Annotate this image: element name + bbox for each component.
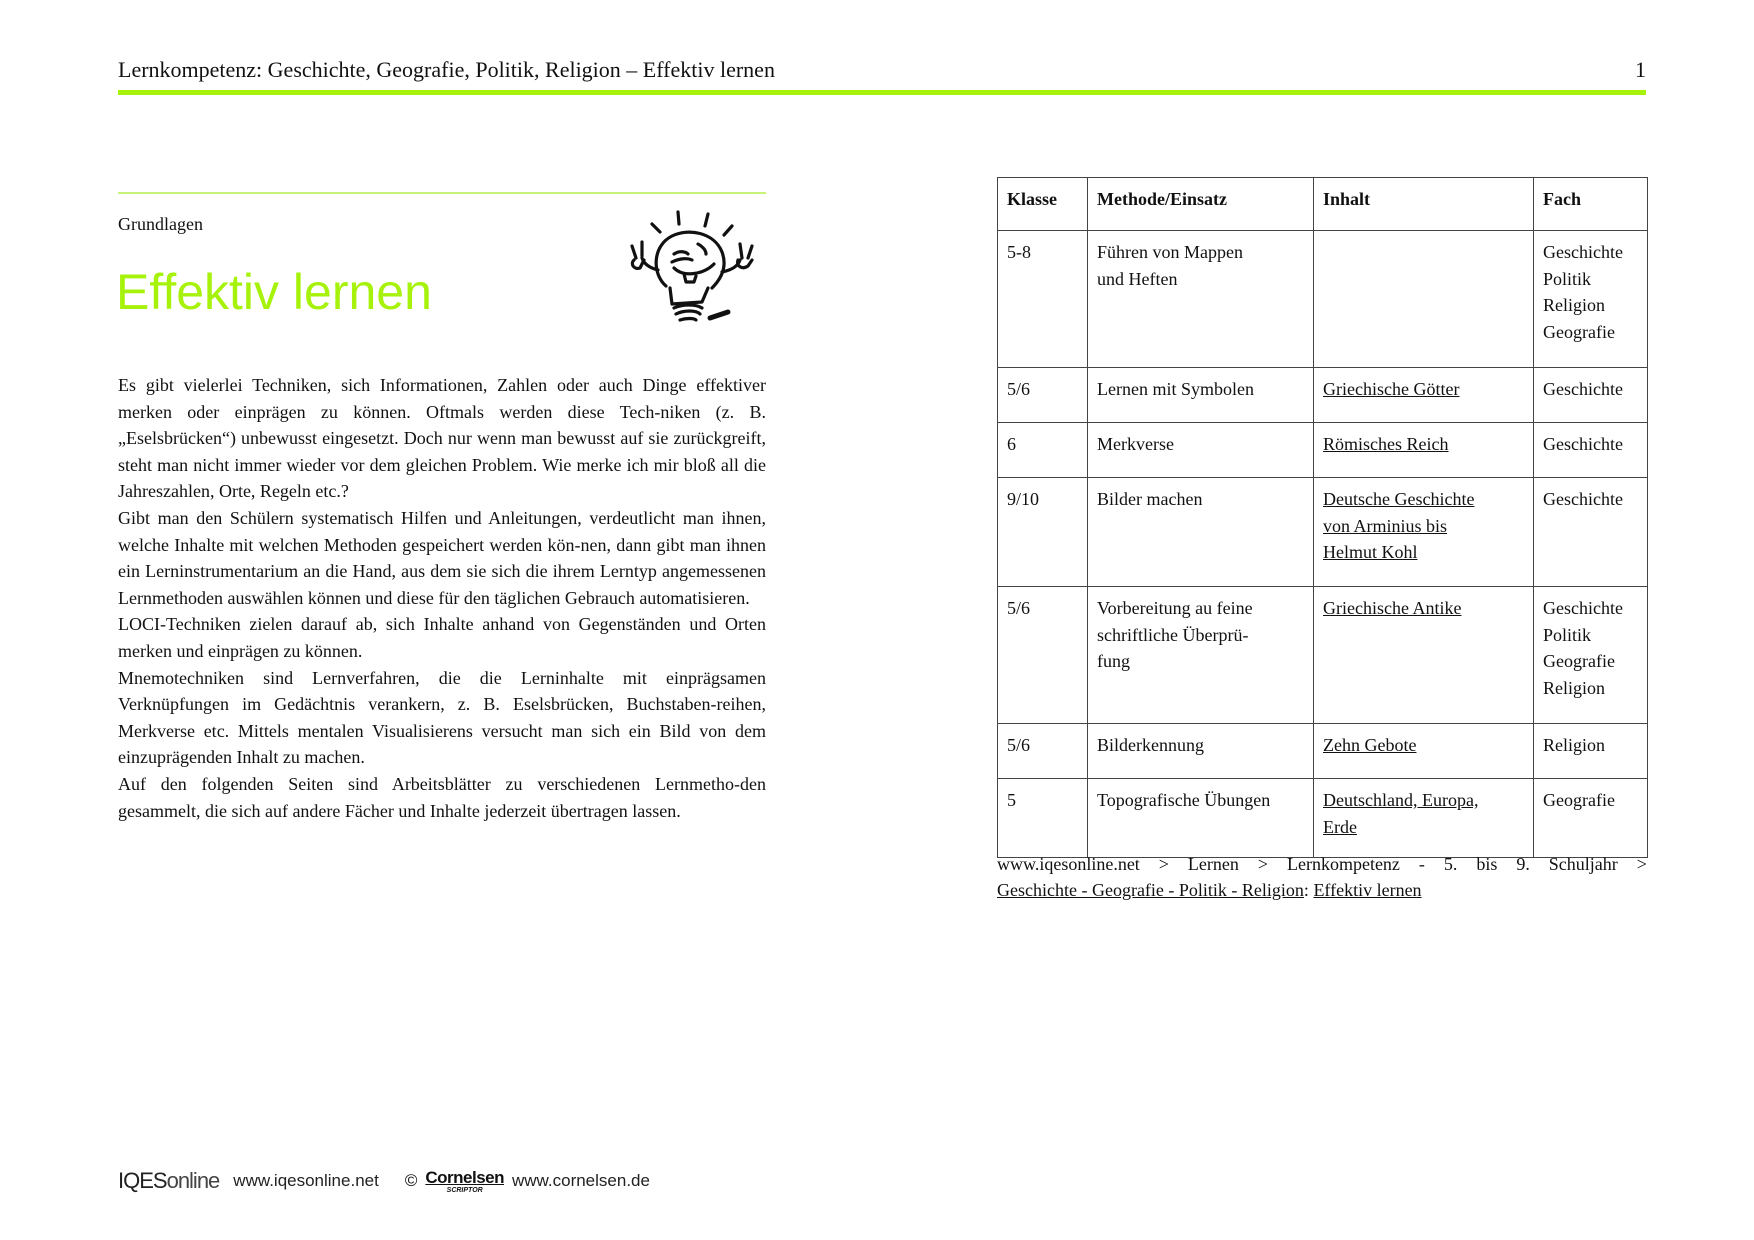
cell-fach xyxy=(1534,779,1648,858)
cell-fach-line: Geschichte xyxy=(1543,434,1623,454)
table-row xyxy=(998,368,1648,423)
cell-methode-line: Vorbereitung au feine xyxy=(1097,598,1253,618)
cell-inhalt-line[interactable]: Deutsche Geschichte xyxy=(1323,489,1475,509)
cell-methode-line: Merkverse xyxy=(1097,434,1174,454)
cell-methode-line: Bilder machen xyxy=(1097,489,1203,509)
cell-methode xyxy=(1088,587,1314,724)
breadcrumb-part: > xyxy=(1257,854,1268,874)
cell-methode xyxy=(1088,724,1314,779)
cell-inhalt xyxy=(1314,231,1534,368)
cell-fach xyxy=(1534,231,1648,368)
cornelsen-logo-text: Cornelsen xyxy=(425,1167,504,1187)
cornelsen-logo-sub: SCRIPTOR xyxy=(446,1186,483,1194)
copyright-symbol: © xyxy=(404,1171,418,1190)
cell-methode-line: und Heften xyxy=(1097,268,1178,289)
cell-inhalt xyxy=(1314,368,1534,423)
table-header-row xyxy=(998,178,1648,231)
page-number: 1 xyxy=(1635,57,1646,82)
iqes-online-logo xyxy=(118,1168,219,1194)
cell-fach-line: Geschichte xyxy=(1543,379,1623,399)
column-header-klasse: Klasse xyxy=(998,178,1088,231)
breadcrumb-part: Schuljahr xyxy=(1548,854,1618,874)
cell-inhalt-line[interactable]: Griechische Götter xyxy=(1323,379,1460,399)
cell-inhalt-line[interactable]: Zehn Gebote xyxy=(1323,735,1417,755)
cell-fach-line: Geografie xyxy=(1543,321,1615,342)
cell-methode-line: Bilderkennung xyxy=(1097,735,1204,755)
cell-fach-line: Geografie xyxy=(1543,790,1615,810)
breadcrumb xyxy=(997,851,1647,903)
breadcrumb-part: > xyxy=(1636,854,1647,874)
cell-fach-line: Politik xyxy=(1543,624,1592,645)
cell-methode-line: Topografische Übungen xyxy=(1097,790,1271,810)
cell-methode-line: schriftliche Überprü- xyxy=(1097,624,1249,645)
breadcrumb-part: > xyxy=(1158,854,1169,874)
paragraph: Gibt man den Schülern systematisch Hilfen und Anleitungen, verdeutlicht man ihnen, welche Inhalte mit welchen Methoden gespeichert werden kön-nen, dann gibt man ihnen ein Lerninstrumentarium an die Hand, aus dem sie sich die ihrem Lerntyp angemessenen Lernmethoden auswählen können und diese für den täglichen Gebrauch automatisieren. xyxy=(118,507,766,608)
cell-fach xyxy=(1534,587,1648,724)
paragraph: LOCI-Techniken zielen darauf ab, sich Inhalte anhand von Gegenständen und Orten merken und einprägen zu können. xyxy=(118,614,766,661)
cell-fach xyxy=(1534,478,1648,587)
cell-klasse: 5/6 xyxy=(998,368,1088,423)
cell-methode-line: fung xyxy=(1097,651,1130,672)
paragraph: Auf den folgenden Seiten sind Arbeitsblätter zu verschiedenen Lernmetho-den gesammelt, die sich auf andere Fächer und Inhalte jederzeit übertragen lassen. xyxy=(118,773,766,821)
cell-methode-line: Führen von Mappen xyxy=(1097,242,1243,262)
cell-klasse: 5/6 xyxy=(998,587,1088,724)
cell-fach-line: Geschichte xyxy=(1543,598,1623,618)
cornelsen-url[interactable]: www.cornelsen.de xyxy=(512,1171,650,1190)
cell-methode xyxy=(1088,423,1314,478)
cell-methode xyxy=(1088,368,1314,423)
cell-inhalt-line[interactable]: Römisches Reich xyxy=(1323,434,1449,454)
cell-klasse: 5 xyxy=(998,779,1088,858)
header-rule xyxy=(118,90,1646,95)
cell-inhalt-line[interactable]: Erde xyxy=(1323,816,1357,837)
cell-fach xyxy=(1534,724,1648,779)
cell-fach-line: Religion xyxy=(1543,295,1605,316)
cell-fach-line: Geschichte xyxy=(1543,242,1623,262)
cell-fach-line: Religion xyxy=(1543,735,1605,755)
breadcrumb-part: Lernkompetenz xyxy=(1286,854,1400,874)
iqes-logo-light: online xyxy=(166,1168,220,1193)
cell-methode xyxy=(1088,231,1314,368)
cell-fach-line: Geschichte xyxy=(1543,489,1623,509)
cell-klasse: 5-8 xyxy=(998,231,1088,368)
breadcrumb-part: Lernen xyxy=(1187,854,1239,874)
cell-methode xyxy=(1088,779,1314,858)
cell-methode-line: Lernen mit Symbolen xyxy=(1097,379,1254,399)
table-row xyxy=(998,231,1648,368)
cell-inhalt-line[interactable]: Griechische Antike xyxy=(1323,598,1462,618)
section-rule xyxy=(118,192,766,194)
cell-inhalt-line[interactable]: von Arminius bis xyxy=(1323,515,1448,536)
table-row xyxy=(998,478,1648,587)
cell-fach xyxy=(1534,368,1648,423)
cell-klasse: 5/6 xyxy=(998,724,1088,779)
cell-inhalt xyxy=(1314,779,1534,858)
cell-inhalt xyxy=(1314,423,1534,478)
column-header-fach: Fach xyxy=(1534,178,1648,231)
iqes-logo-bold: IQES xyxy=(118,1168,167,1193)
footer xyxy=(118,1166,650,1196)
breadcrumb-part: - xyxy=(1418,854,1425,874)
cell-klasse: 9/10 xyxy=(998,478,1088,587)
lightbulb-mascot-icon xyxy=(622,208,762,326)
breadcrumb-part: www.iqesonline.net xyxy=(997,854,1140,874)
cell-inhalt xyxy=(1314,587,1534,724)
section-label: Grundlagen xyxy=(118,214,203,234)
cell-fach-line: Geografie xyxy=(1543,651,1615,672)
breadcrumb-separator: : xyxy=(1303,880,1309,900)
cell-inhalt-line[interactable]: Helmut Kohl xyxy=(1323,542,1418,563)
cornelsen-logo xyxy=(425,1169,504,1194)
table-row xyxy=(998,423,1648,478)
paragraph: Es gibt vielerlei Techniken, sich Informationen, Zahlen oder auch Dinge effektiver merken oder einprägen zu können. Oftmals werden diese Tech-niken (z. B. „Eselsbrücken“) unbewusst eingesetzt. Doch nur wenn man bewusst auf sie zurückgreift, steht man nicht immer wieder vor dem gleichen Problem. Wie merke ich mir bloß all die Jahreszahlen, Orte, Regeln etc.? xyxy=(118,375,766,502)
cell-fach xyxy=(1534,423,1648,478)
cell-inhalt xyxy=(1314,724,1534,779)
table-row xyxy=(998,724,1648,779)
table-row xyxy=(998,587,1648,724)
page-title: Effektiv lernen xyxy=(116,264,432,320)
cell-inhalt xyxy=(1314,478,1534,587)
cell-fach-line: Politik xyxy=(1543,268,1592,289)
breadcrumb-path xyxy=(997,851,1647,877)
breadcrumb-part: 5. xyxy=(1443,854,1458,874)
cell-inhalt-line[interactable]: Deutschland, Europa, xyxy=(1323,790,1479,810)
breadcrumb-link-effektiv-lernen[interactable]: Effektiv lernen xyxy=(1313,880,1422,900)
breadcrumb-part: 9. xyxy=(1516,854,1530,874)
methods-table xyxy=(997,177,1647,858)
cell-klasse: 6 xyxy=(998,423,1088,478)
body-text xyxy=(118,372,766,824)
breadcrumb-link-subjects[interactable]: Geschichte - Geografie - Politik - Religion xyxy=(997,880,1304,900)
running-header-title: Lernkompetenz: Geschichte, Geografie, Politik, Religion – Effektiv lernen xyxy=(118,57,775,82)
iqes-url[interactable]: www.iqesonline.net xyxy=(233,1171,379,1190)
table-row xyxy=(998,779,1648,858)
breadcrumb-part: bis xyxy=(1476,854,1498,874)
cell-fach-line: Religion xyxy=(1543,677,1605,698)
cell-methode xyxy=(1088,478,1314,587)
paragraph: Mnemotechniken sind Lernverfahren, die die Lerninhalte mit einprägsamen Verknüpfungen im Gedächtnis verankern, z. B. Eselsbrücken, Buchstaben-reihen, Merkverse etc. Mittels mentalen Visualisierens versucht man sich ein Bild von dem einzuprägenden Inhalt zu machen. xyxy=(118,667,766,768)
column-header-inhalt: Inhalt xyxy=(1314,178,1534,231)
column-header-methode: Methode/Einsatz xyxy=(1088,178,1314,231)
